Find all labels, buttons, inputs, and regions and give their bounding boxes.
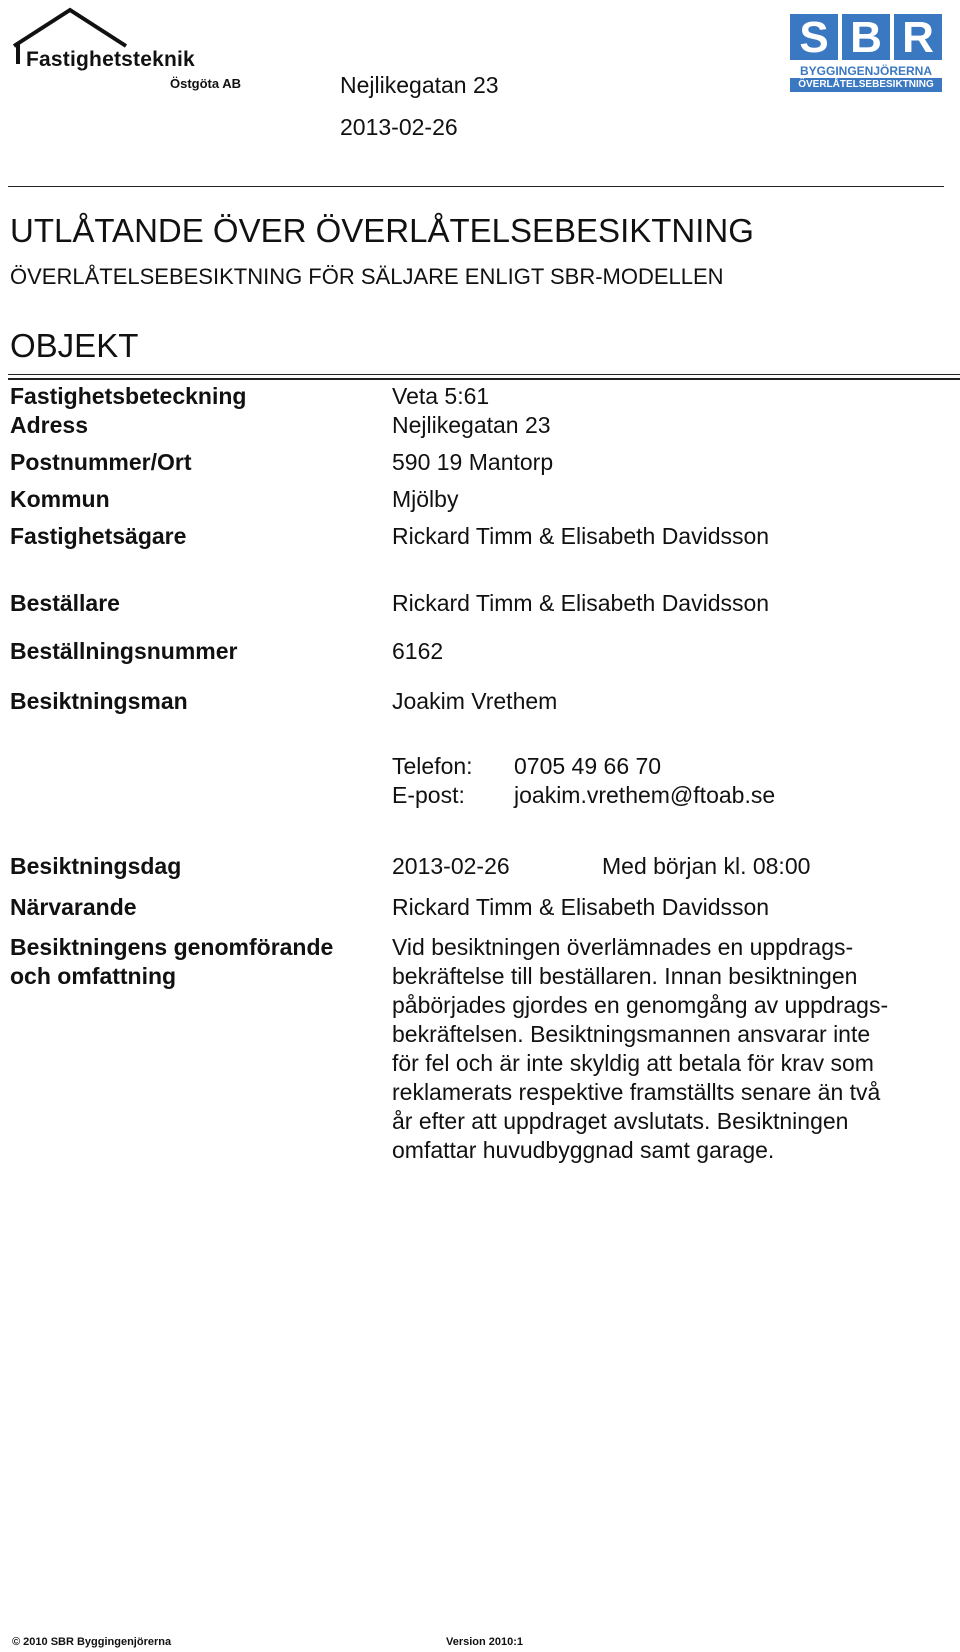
footer-version: Version 2010:1 [446,1636,524,1648]
field-value-bestallningsnummer: 6162 [392,638,444,664]
contact-email-label: E-post: [392,782,465,808]
header-divider [8,186,944,187]
sbr-logo-letter-s: S [799,13,829,62]
section-divider [8,374,960,375]
document-subtitle: ÖVERLÅTELSEBESIKTNING FÖR SÄLJARE ENLIGT SBR-MODELLEN [10,264,724,289]
sbr-logo [790,14,942,94]
scope-label-line: Besiktningens genomförande [10,934,334,960]
company-logo-sub: Östgöta AB [170,76,242,91]
scope-text-line: år efter att uppdraget avslutats. Besiktningen [392,1108,849,1134]
present-label: Närvarande [10,894,137,920]
scope-text-line: bekräftelsen. Besiktningsmannen ansvarar inte [392,1021,871,1047]
sbr-logo-letter-b: B [850,13,882,62]
field-label-fastighetsagare: Fastighetsägare [10,523,187,549]
document-title: UTLÅTANDE ÖVER ÖVERLÅTELSEBESIKTNING [10,212,754,249]
sbr-logo-line2: ÖVERLÅTELSEBESIKTNING [790,78,942,92]
field-label-postnummer-ort: Postnummer/Ort [10,449,192,475]
field-label-adress: Adress [10,412,88,438]
inspection-start: Med början kl. 08:00 [602,853,811,879]
scope-text-line: Vid besiktningen överlämnades en uppdrags- [392,934,854,960]
section-divider [8,378,960,380]
section-heading: OBJEKT [10,327,139,364]
contact-phone-label: Telefon: [392,753,473,779]
company-logo-name: Fastighetsteknik [26,48,195,71]
field-value-kommun: Mjölby [392,486,459,512]
field-value-postnummer-ort: 590 19 Mantorp [392,449,554,475]
contact-email[interactable]: joakim.vrethem@ftoab.se [514,782,776,808]
inspection-day: 2013-02-26 [392,853,510,879]
header-date: 2013-02-26 [340,114,458,140]
header-address: Nejlikegatan 23 [340,72,499,98]
field-label-fastighetsbeteckning: Fastighetsbeteckning [10,383,247,409]
field-value-besiktningsman: Joakim Vrethem [392,688,558,714]
company-logo [10,4,270,94]
sbr-logo-letter-r: R [902,13,934,62]
scope-text-line: för fel och är inte skyldig att betala för krav som [392,1050,874,1076]
field-value-bestallare: Rickard Timm & Elisabeth Davidsson [392,590,770,616]
field-value-adress: Nejlikegatan 23 [392,412,551,438]
field-value-fastighetsbeteckning: Veta 5:61 [392,383,490,409]
inspection-day-label: Besiktningsdag [10,853,182,879]
contact-phone: 0705 49 66 70 [514,753,662,779]
field-label-bestallningsnummer: Beställningsnummer [10,638,238,664]
scope-text-line: reklamerats respektive framställts senare än två [392,1079,881,1105]
present-value: Rickard Timm & Elisabeth Davidsson [392,894,770,920]
scope-text-line: bekräftelse till beställaren. Innan besiktningen [392,963,858,989]
field-label-kommun: Kommun [10,486,110,512]
footer-copyright: © 2010 SBR Byggingenjörerna [12,1636,172,1648]
scope-label [10,933,380,991]
field-label-besiktningsman: Besiktningsman [10,688,188,714]
scope-text [392,933,952,1165]
field-value-fastighetsagare: Rickard Timm & Elisabeth Davidsson [392,523,770,549]
scope-text-line: påbörjades gjordes en genomgång av uppdrags- [392,992,889,1018]
scope-text-line: omfattar huvudbyggnad samt garage. [392,1137,775,1163]
scope-label-line: och omfattning [10,963,177,989]
field-label-bestallare: Beställare [10,590,120,616]
sbr-logo-line1: BYGGINGENJÖRERNA [799,64,933,78]
